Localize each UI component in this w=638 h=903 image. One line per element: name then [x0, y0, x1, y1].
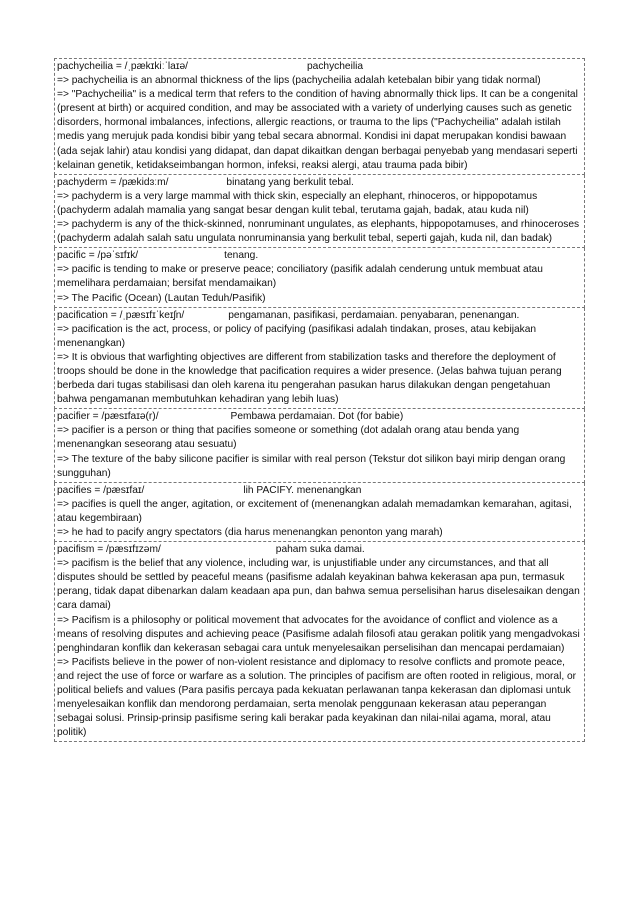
entry-translation: paham suka damai. — [275, 544, 365, 556]
entry-headword: pachyderm = /pækidɜːm/ — [57, 176, 169, 188]
entry-definition: => pacifier is a person or thing that pacifies someone or something (dot adalah orang atau benda yang menenangkan seseorang atau sesuatu) — [57, 425, 520, 451]
entry-definition: => Pacifism is a philosophy or political movement that advocates for the avoidance of conflict and violence as a means of resolving disputes and achieving peace (Pasifisme adalah filosofi atau gerakan politik yang mengadvokasi penghindaran konflik dan kekerasan sebagai cara untuk menyelesaikan perselisihan dan mencapai perdamaian) — [57, 614, 580, 654]
entry-translation: lih PACIFY. menenangkan — [243, 484, 362, 496]
dictionary-entry — [54, 409, 585, 482]
dictionary-entry — [54, 483, 585, 542]
entry-definition: => "Pachycheilia" is a medical term that refers to the condition of having abnormally thick lips. It can be a congenital (present at birth) or acquired condition, and may be associated with a variety of underlying causes such as genetic disorders, hormonal imbalances, infections, allergic reactions, or trauma to the lips ("Pachycheilia" adalah istilah medis yang merujuk pada kondisi bibir yang tebal secara abnormal. Kondisi ini dapat merupakan kondisi bawaan (ada sejak lahir) atau kondisi yang didapat, dan dapat dikaitkan dengan berbagai penyebab yang mendasari seperti kelainan genetik, ketidakseimbangan hormon, infeksi, reaksi alergi, atau trauma pada bibir) — [57, 89, 578, 171]
entry-heading — [57, 484, 582, 498]
entry-definition: => The Pacific (Ocean) (Lautan Teduh/Pasifik) — [57, 292, 266, 304]
entry-definition: => pachyderm is any of the thick-skinned, nonruminant ungulates, as elephants, hippopotamuses, and rhinoceroses (pachyderm adalah salah satu ungulata nonruminansia yang berkulit tebal, seperti gajah, kuda nil, dan badak) — [57, 219, 580, 245]
entry-translation: tenang. — [224, 250, 259, 262]
entry-translation: Pembawa perdamaian. Dot (for babie) — [230, 411, 404, 423]
entry-translation: pengamanan, pasifikasi, perdamaian. penyabaran, penenangan. — [228, 309, 520, 321]
entry-heading — [57, 309, 582, 323]
entry-definition: => pacification is the act, process, or policy of pacifying (pasifikasi adalah tindakan, proses, atau kebijakan menenangkan) — [57, 323, 537, 349]
entry-definition: => he had to pacify angry spectators (dia harus menenangkan penonton yang marah) — [57, 527, 443, 538]
entry-heading — [57, 410, 582, 424]
dictionary-entry — [54, 58, 585, 175]
entry-headword: pacifier = /pæsɪfaɪə(r)/ — [57, 411, 159, 423]
entry-definition: => Pacifists believe in the power of non-violent resistance and diplomacy to resolve conflicts and promote peace, and reject the use of force or warfare as a solution. The principles of pacifism are often rooted in religious, moral, or political beliefs and values (Para pasifis percaya pada kekuatan perlawanan tanpa kekerasan dan diplomasi untuk menyelesaikan konflik dan mendorong perdamaian, serta menolak penggunaan kekerasan atau peperangan sebagai solusi. Prinsip-prinsip pasifisme sering kali berakar pada keyakinan dan nilai-nilai agama, moral, atau politik) — [57, 656, 577, 739]
entry-definition: => pacific is tending to make or preserve peace; conciliatory (pasifik adalah cenderung untuk membuat atau memelihara perdamaian; bersifat mendamaikan) — [57, 264, 543, 290]
entry-definition: => The texture of the baby silicone pacifier is similar with real person (Tekstur dot silikon bayi mirip dengan orang sungguhan) — [57, 453, 566, 479]
dictionary-entry — [54, 308, 585, 410]
entry-definition: => pacifism is the belief that any violence, including war, is unjustifiable under any circumstances, and that all disputes should be settled by peaceful means (pasifisme adalah keyakinan bahwa kekerasan apa pun, termasuk perang, tidak dapat dibenarkan dalam keadaan apa pun, dan bahwa semua perselisihan harus diselesaikan dengan cara damai) — [57, 558, 580, 612]
entry-headword: pachycheilia = /ˌpækɪkiːˈlaɪə/ — [57, 61, 188, 72]
entry-heading — [57, 249, 582, 263]
dictionary-page — [54, 58, 585, 742]
entry-translation: binatang yang berkulit tebal. — [226, 176, 354, 188]
entry-heading — [57, 176, 582, 190]
dictionary-entry — [54, 542, 585, 742]
entry-definition: => It is obvious that warfighting objectives are different from stabilization tasks and therefore the deployment of troops should be done in the knowledge that pacification requires a wider presence. (Jelas bahwa tujuan perang berbeda dari tugas stabilisasi dan oleh karena itu pengerahan pasukan harus dilakukan dengan pengetahuan bahwa pengamanan membutuhkan kehadiran yang lebih luas) — [57, 351, 562, 406]
entry-heading — [57, 60, 582, 74]
entry-headword: pacific = /pəˈsɪfɪk/ — [57, 250, 139, 262]
entry-definition: => pacifies is quell the anger, agitation, or excitement of (menenangkan adalah memadamkan kemarahan, agitasi, atau kegembiraan) — [57, 498, 572, 524]
dictionary-entry — [54, 248, 585, 307]
entry-definition: => pachycheilia is an abnormal thickness of the lips (pachycheilia adalah ketebalan bibir yang tidak normal) — [57, 75, 541, 87]
entry-headword: pacifism = /pæsɪfɪzəm/ — [57, 544, 161, 556]
entry-heading — [57, 543, 582, 557]
entry-headword: pacification = /ˌpæsɪfɪˈkeɪʃn/ — [57, 309, 185, 321]
dictionary-entry — [54, 175, 585, 248]
entry-headword: pacifies = /pæsɪfaɪ/ — [57, 484, 145, 496]
entry-definition: => pachyderm is a very large mammal with thick skin, especially an elephant, rhinoceros, or hippopotamus (pachyderm adalah mamalia yang sangat besar dengan kulit tebal, terutama gajah, badak, atau kuda nil) — [57, 190, 538, 216]
entry-translation: pachycheilia — [306, 61, 364, 72]
